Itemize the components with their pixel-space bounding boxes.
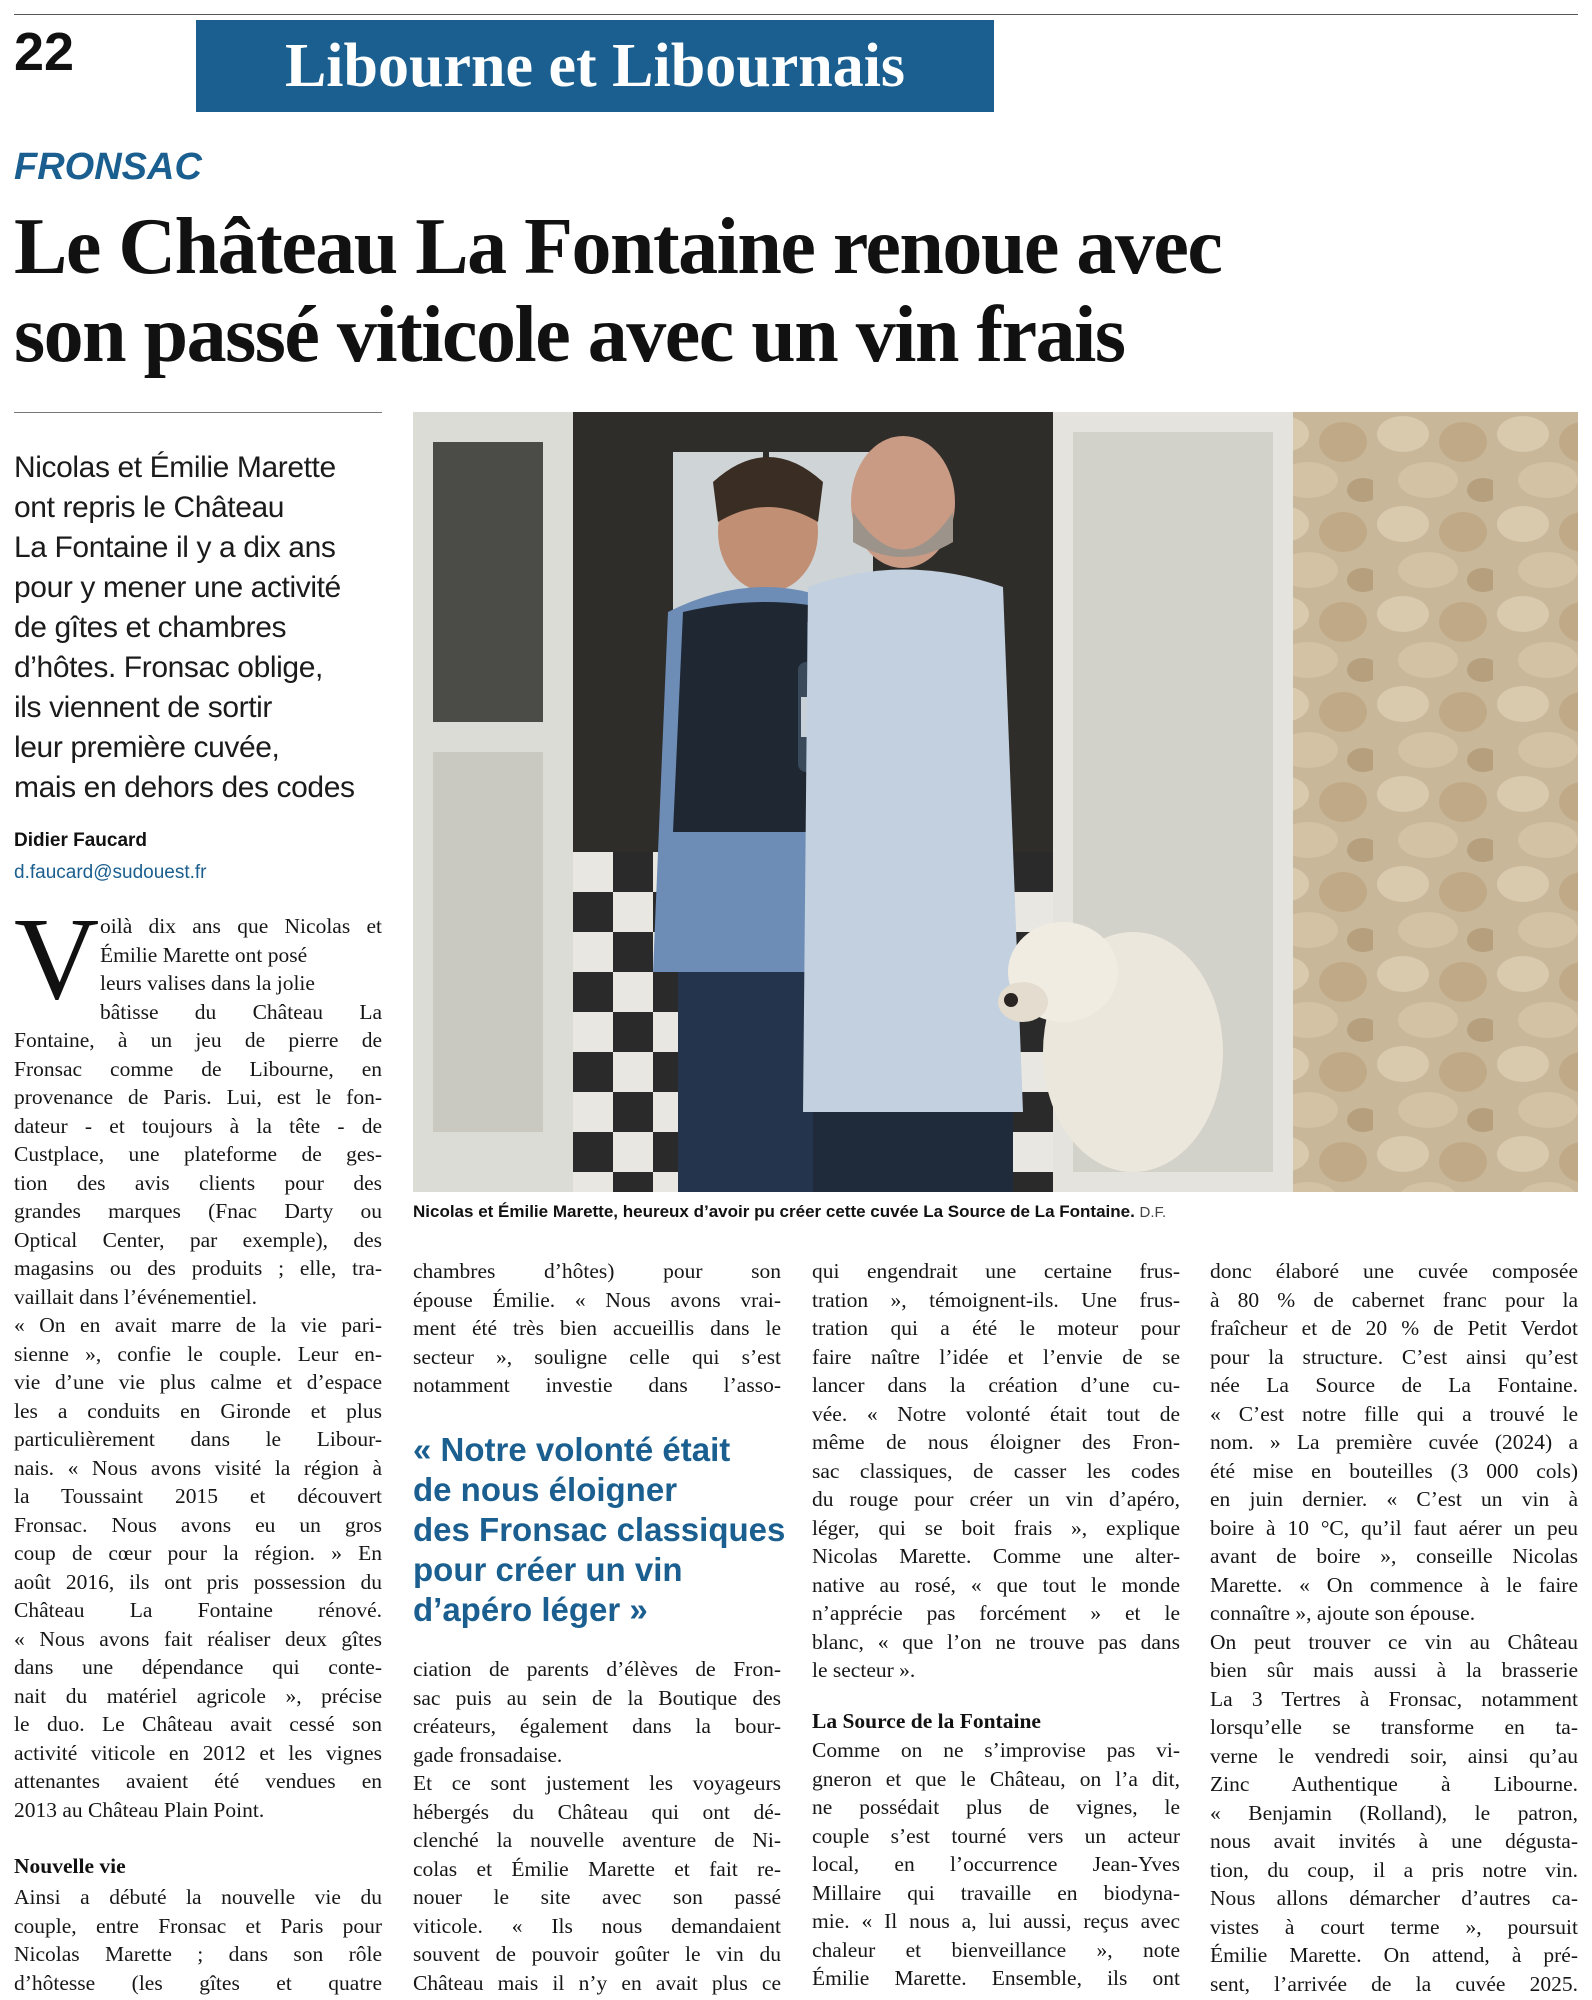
photo-illustration [413,412,1578,1192]
body-text-line: Et ce sont justement les voyageurs [413,1771,781,1795]
body-text-line: « Benjamin (Rolland), le patron, [1210,1800,1578,1825]
body-text-line: viticole. « Ils nous demandaient [413,1913,781,1938]
body-text-line: faire naître l’idée et l’envie de se [812,1344,1180,1369]
body-text-line: léger, qui se boit frais », explique [812,1515,1180,1540]
body-text-line: attenantes avaient été vendues en [14,1769,382,1793]
body-text-line: Nicolas Marette ; dans son rôle [14,1942,382,1966]
lede-line: pour y mener une activité [14,571,341,604]
body-text-line: Optical Center, par exemple), des [14,1227,382,1252]
body-text-line: Nous allons démarcher d’autres ca- [1210,1886,1578,1910]
top-rule [14,14,1578,15]
body-text-line: chaleur et bienveillance », note [812,1937,1180,1962]
caption-text: Nicolas et Émilie Marette, heureux d’avoir pu créer cette cuvée La Source de La Fontaine. [413,1202,1135,1221]
body-text-line: grandes marques (Fnac Darty ou [14,1199,382,1223]
body-text-line: Château La Fontaine rénové. [14,1598,382,1622]
body-text-line: gade fronsadaise. [413,1742,563,1767]
body-text-line: boire à 10 °C, qu’il faut aérer un peu [1210,1515,1578,1540]
headline-line: Le Château La Fontaine renoue avec [14,203,1222,291]
body-text-line: sac classiques, de casser les codes [812,1458,1180,1483]
pull-quote-line: « Notre volonté était [413,1431,731,1468]
author-email[interactable]: d.faucard@sudouest.fr [14,862,207,883]
lede-line: de gîtes et chambres [14,611,287,644]
body-text-line: le duo. Le Château avait cessé son [14,1712,382,1736]
body-text-line: magasins ou des produits ; elle, tra- [14,1256,382,1280]
body-text-line: créateurs, également dans la bour- [413,1714,781,1738]
body-text-line: sent, l’arrivée de la cuvée 2025. [1210,1971,1578,1996]
lede-rule [14,412,382,413]
body-text-line: native au rosé, « que tout le monde [812,1572,1180,1597]
headline-line: son passé viticole avec un vin frais [14,291,1125,379]
body-text-line: Zinc Authentique à Libourne. [1210,1772,1578,1796]
body-text-line: Fronsac comme de Libourne, en [14,1056,382,1081]
article-kicker: FRONSAC [14,146,202,188]
body-text-line: tion des avis clients pour des [14,1170,382,1195]
body-text-line: Custplace, une plateforme de ges- [14,1142,382,1166]
body-text-line: Émilie Marette ont posé [100,942,308,967]
body-text-line: connaître », ajoute son épouse. [1210,1601,1476,1625]
section-title: Libourne et Libournais [284,32,906,100]
drop-cap: V [14,893,100,1024]
page-number: 22 [14,22,75,82]
body-text-line: ciation de parents d’élèves de Fron- [413,1657,781,1681]
body-text-line: vie d’une vie plus calme et d’espace [14,1370,382,1394]
body-text-line: bâtisse du Château La [100,999,382,1024]
body-text-line: tion, du coup, il a pris notre vin. [1210,1857,1578,1882]
body-text-line: vaillait dans l’événementiel. [14,1284,257,1309]
lede-line: Nicolas et Émilie Marette [14,451,336,484]
pull-quote-line: d’apéro léger » [413,1591,648,1628]
body-text-line: « Nous avons fait réaliser deux gîtes [14,1626,382,1651]
body-text-line: donc élaboré une cuvée composée [1210,1259,1578,1283]
body-text-line: souvent de pouvoir goûter le vin du [413,1942,781,1966]
body-text-line: Émilie Marette. Ensemble, ils ont [812,1966,1180,1990]
body-text-line: dateur - et toujours à la tête - de [14,1113,382,1138]
body-text-line: lorsqu’elle se transforme en ta- [1210,1715,1578,1739]
body-text-line: sac puis au sein de la Boutique des [413,1685,781,1710]
body-text-line: hébergés du Château qui ont dé- [413,1799,781,1824]
body-text-line: bien sûr mais aussi à la brasserie [1210,1658,1578,1682]
body-text-line: à 80 % de cabernet franc pour la [1210,1287,1578,1312]
body-text-line: oilà dix ans que Nicolas et [100,914,382,938]
body-text-line: le secteur ». [812,1658,916,1682]
body-text-line: gneron et que le Château, on l’a dit, [812,1766,1180,1791]
body-text-line: n’apprécie pas forcément » et le [812,1601,1180,1625]
body-text-line: dans une dépendance qui conte- [14,1655,382,1679]
body-text-line: août 2016, ils ont pris possession du [14,1569,382,1594]
body-text-line: La 3 Tertres à Fronsac, notamment [1210,1686,1578,1711]
body-text-line: ne possédait plus de vignes, le [812,1795,1180,1819]
body-text-line: nais. « Nous avons visité la région à [14,1455,382,1480]
body-text-line: Millaire qui travaille en biodyna- [812,1880,1180,1905]
lede-line: ils viennent de sortir [14,691,272,724]
body-text-line: nom. » La première cuvée (2024) a [1210,1430,1578,1454]
body-text-line: épouse Émilie. « Nous avons vrai- [413,1287,781,1312]
body-text-line: Nicolas Marette. Comme une alter- [812,1544,1180,1568]
body-text-line: nouer le site avec son passé [413,1885,781,1909]
body-text-line: local, en l’occurrence Jean-Yves [812,1852,1180,1876]
body-text-line: avant de boire », conseille Nicolas [1210,1544,1578,1568]
body-text-line: « On en avait marre de la vie pari- [14,1313,382,1337]
pull-quote-line: pour créer un vin [413,1551,683,1588]
body-text-line: la Toussaint 2015 et découvert [14,1484,382,1508]
body-text-line: 2013 au Château Plain Point. [14,1797,265,1822]
pull-quote-line: des Fronsac classiques [413,1511,786,1548]
body-text-line: tration qui a été le moteur pour [812,1316,1180,1340]
body-text-line: coup de cœur pour la région. » En [14,1541,382,1565]
body-text-line: Émilie Marette. On attend, à pré- [1210,1943,1578,1967]
body-text-line: verne le vendredi soir, ainsi qu’au [1210,1743,1578,1768]
pull-quote-line: de nous éloigner [413,1471,678,1508]
body-text-line: colas et Émilie Marette et fait re- [413,1856,781,1881]
body-text-line: blanc, « que l’on ne trouve pas dans [812,1629,1180,1654]
body-text-line: clenché la nouvelle aventure de Ni- [413,1828,781,1852]
body-text-line: été mise en bouteilles (3 000 cols) [1210,1458,1578,1483]
photo-credit: D.F. [1139,1204,1167,1221]
body-text-line: née La Source de La Fontaine. [1210,1373,1578,1397]
lede-line: d’hôtes. Fronsac oblige, [14,651,323,684]
body-text-line: en juin dernier. « C’est un vin à [1210,1487,1578,1511]
body-text-line: lancer dans la création d’une cu- [812,1373,1180,1397]
body-text-line: On peut trouver ce vin au Château [1210,1629,1578,1654]
section-banner [196,20,994,112]
body-text-line: Comme on ne s’improvise pas vi- [812,1738,1180,1762]
body-text-line: du rouge pour créer un vin d’apéro, [812,1487,1180,1511]
body-text-line: activité viticole en 2012 et les vignes [14,1740,382,1765]
body-text-line: nous avait invités à une dégusta- [1210,1829,1578,1853]
body-text-line: d’hôtesse (les gîtes et quatre [14,1970,382,1995]
body-text-line: vée. « Notre volonté était tout de [812,1401,1180,1426]
body-text-line: pour la structure. C’est ainsi qu’est [1210,1344,1578,1369]
body-text-line: sienne », confie le couple. Leur en- [14,1341,382,1366]
body-text-line: « C’est notre fille qui a trouvé le [1210,1401,1578,1426]
lede-line: ont repris le Château [14,491,285,524]
body-text-line: même de nous éloigner des Fron- [812,1430,1180,1454]
body-text-line: Ainsi a débuté la nouvelle vie du [14,1885,382,1909]
body-text-line: Marette. « On commence à le faire [1210,1572,1578,1597]
body-text-line: notamment investie dans l’asso- [413,1373,781,1397]
body-text-line: particulièrement dans le Libour- [14,1427,382,1451]
lede-line: mais en dehors des codes [14,771,355,804]
body-text-line: Fontaine, à un jeu de pierre de [14,1028,382,1052]
article-photo [413,412,1578,1192]
body-text-line: Château mais il n’y en avait plus ce [413,1970,781,1995]
body-text-line: vistes à court terme », poursuit [1210,1914,1578,1939]
body-text-line: leurs valises dans la jolie [100,971,315,995]
body-text-line: couple s’est tourné vers un acteur [812,1823,1180,1848]
body-text-line: secteur », souligne celle qui s’est [413,1344,781,1369]
body-text-line: ment été très bien accueillis dans le [413,1316,781,1340]
body-text-line: tration », témoignent-ils. Une frus- [812,1287,1180,1312]
body-text-line: nait du matériel agricole », précise [14,1683,382,1708]
body-text-line: qui engendrait une certaine frus- [812,1259,1180,1283]
author-name: Didier Faucard [14,830,148,851]
subhead-source: La Source de la Fontaine [812,1709,1041,1733]
body-text-line: les a conduits en Gironde et plus [14,1398,382,1423]
body-text-line: fraîcheur et de 20 % de Petit Verdot [1210,1316,1578,1340]
lede-line: La Fontaine il y a dix ans [14,531,336,564]
body-text-line: chambres d’hôtes) pour son [413,1259,781,1283]
body-text-line: couple, entre Fronsac et Paris pour [14,1913,382,1938]
body-text-line: provenance de Paris. Lui, est le fon- [14,1085,382,1109]
body-text-line: Fronsac. Nous avons eu un gros [14,1512,382,1537]
body-text-line: mie. « Il nous a, lui aussi, reçus avec [812,1909,1180,1933]
subhead-nouvelle-vie: Nouvelle vie [14,1854,126,1878]
photo-caption [413,1200,1166,1225]
lede-line: leur première cuvée, [14,731,280,764]
